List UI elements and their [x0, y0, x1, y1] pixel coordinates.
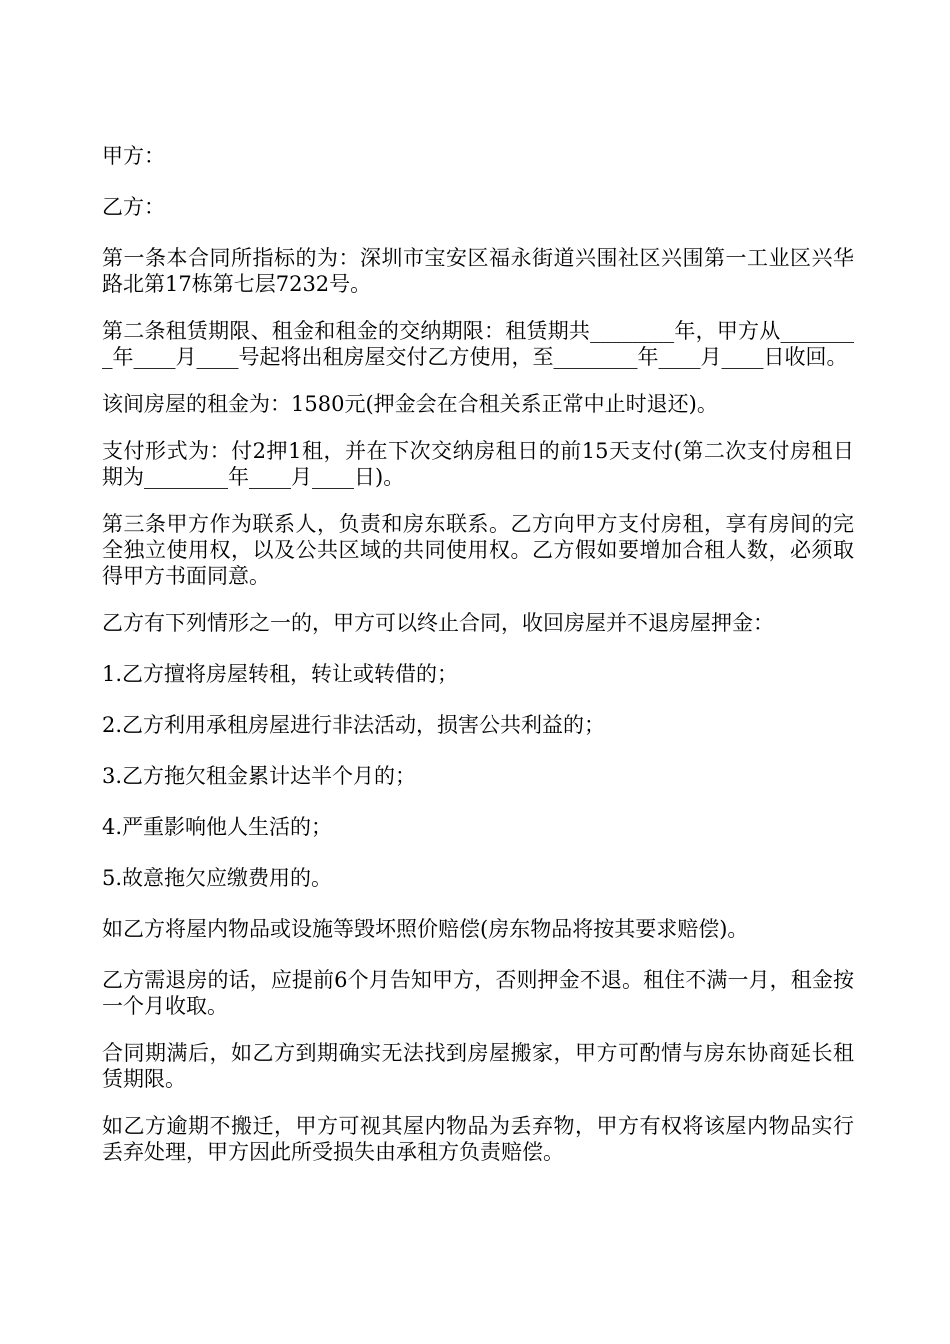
termination-item-2: 2.乙方利用承租房屋进行非法活动，损害公共利益的； [102, 713, 606, 737]
move-out-notice: 乙方需退房的话，应提前6个月告知甲方，否则押金不退。租住不满一月，租金按一个月收取。 [102, 968, 854, 1018]
rent-amount: 该间房屋的租金为：1580元(押金会在合租关系正常中止时退还)。 [102, 392, 718, 416]
clause-2-lease-term: 第二条租赁期限、租金和租金的交纳期限：租赁期共________年，甲方从________年____月____号起将出租房屋交付乙方使用，至________年____月____日收回。 [102, 319, 854, 369]
damage-compensation: 如乙方将屋内物品或设施等毁坏照价赔偿(房东物品将按其要求赔偿)。 [102, 917, 749, 941]
overdue-removal: 如乙方逾期不搬迁，甲方可视其屋内物品为丢弃物，甲方有权将该屋内物品实行丢弃处理，甲方因此所受损失由承租方负责赔偿。 [102, 1114, 854, 1164]
lease-extension: 合同期满后，如乙方到期确实无法找到房屋搬家，甲方可酌情与房东协商延长租赁期限。 [102, 1041, 854, 1091]
termination-item-4: 4.严重影响他人生活的； [102, 815, 333, 839]
document-page [102, 143, 854, 1186]
termination-intro: 乙方有下列情形之一的，甲方可以终止合同，收回房屋并不退房屋押金： [102, 611, 774, 635]
termination-item-5: 5.故意拖欠应缴费用的。 [102, 866, 333, 890]
termination-item-1: 1.乙方擅将房屋转租，转让或转借的； [102, 662, 459, 686]
clause-3-contact: 第三条甲方作为联系人，负责和房东联系。乙方向甲方支付房租，享有房间的完全独立使用权，以及公共区域的共同使用权。乙方假如要增加合租人数，必须取得甲方书面同意。 [102, 512, 854, 588]
party-b-line: 乙方： [102, 195, 165, 219]
termination-item-3: 3.乙方拖欠租金累计达半个月的； [102, 764, 417, 788]
party-a-line: 甲方： [102, 144, 165, 168]
clause-1-subject: 第一条本合同所指标的为：深圳市宝安区福永街道兴围社区兴围第一工业区兴华路北第17栋第七层7232号。 [102, 246, 854, 296]
payment-method: 支付形式为：付2押1租，并在下次交纳房租日的前15天支付(第二次支付房租日期为________年____月____日)。 [102, 439, 854, 489]
